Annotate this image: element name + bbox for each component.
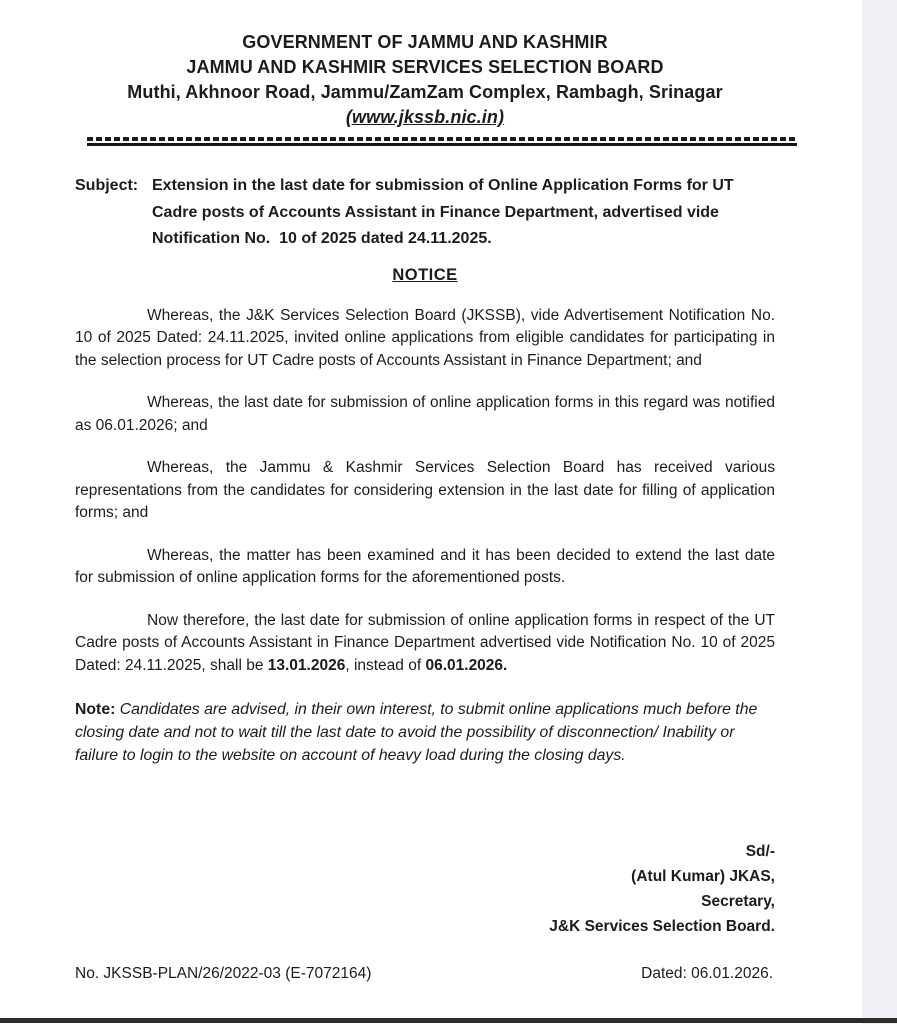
decision-text-mid: , instead of	[345, 656, 426, 674]
letterhead	[75, 30, 775, 146]
note-text: Candidates are advised, in their own interest, to submit online applications much before the closing date and not to wait till the last date to avoid the possibility of disconnection/ Inability or failure to login to the website on account of heavy load during the closing days.	[75, 701, 758, 764]
paragraph-whereas-4: Whereas, the matter has been examined and it has been decided to extend the last date for submission of online application forms for the aforementioned posts.	[75, 546, 775, 586]
subject-text: Extension in the last date for submission of Online Application Forms for UT Cadre posts of Accounts Assistant in Finance Department, advertised vide Notification No. 10 of 2025 dated 24.11.2025.	[152, 177, 739, 247]
paragraph-whereas-2: Whereas, the last date for submission of online application forms in this regard was notified as 06.01.2026; and	[75, 394, 775, 434]
subject-block	[75, 173, 775, 253]
old-last-date: 06.01.2026.	[425, 656, 508, 674]
scan-edge-strip	[862, 0, 897, 1024]
paragraph-whereas-1: Whereas, the J&K Services Selection Board (JKSSB), vide Advertisement Notification No. 10 of 2025 Dated: 24.11.2025, invited online applications from eligible candidates for participating in the selection process for UT Cadre posts of Accounts Assistant in Finance Department; and	[75, 306, 775, 369]
subject-label: Subject:	[75, 177, 139, 194]
document-content	[75, 30, 775, 983]
new-last-date: 13.01.2026	[267, 656, 346, 674]
org-government-line: GOVERNMENT OF JAMMU AND KASHMIR	[242, 32, 608, 52]
paragraph-whereas-3: Whereas, the Jammu & Kashmir Services Selection Board has received various representations from the candidates for considering extension in the last date for filling of application forms; and	[75, 459, 775, 521]
dashed-rule	[87, 137, 797, 141]
paragraph-decision	[75, 610, 775, 678]
org-address-line: Muthi, Akhnoor Road, Jammu/ZamZam Complex, Rambagh, Srinagar	[127, 82, 723, 102]
footer-row	[75, 965, 775, 983]
solid-rule	[87, 143, 797, 146]
signature-sd: Sd/-	[745, 843, 775, 860]
signature-org: J&K Services Selection Board.	[549, 918, 775, 935]
note-label: Note:	[75, 701, 116, 718]
note-block	[75, 698, 775, 767]
scan-bottom-edge	[0, 1018, 897, 1023]
signature-designation: Secretary,	[701, 893, 775, 910]
decision-text-pre: Now therefore, the last date for submission of online application forms in respect of the UT Cadre posts of Accounts Assistant in Finance Department advertised vide Notification No. 10 of 2025 Dated: 24.11.2025, shall be	[75, 611, 775, 674]
issue-date: Dated: 06.01.2026.	[641, 965, 773, 982]
header-separator	[87, 137, 797, 146]
reference-number: No. JKSSB-PLAN/26/2022-03 (E-7072164)	[75, 965, 372, 982]
signature-name: (Atul Kumar) JKAS,	[631, 868, 775, 885]
signature-block	[75, 839, 775, 939]
notice-heading: NOTICE	[392, 265, 458, 284]
org-website: (www.jkssb.nic.in)	[345, 107, 505, 127]
org-board-line: JAMMU AND KASHMIR SERVICES SELECTION BOARD	[186, 57, 664, 77]
